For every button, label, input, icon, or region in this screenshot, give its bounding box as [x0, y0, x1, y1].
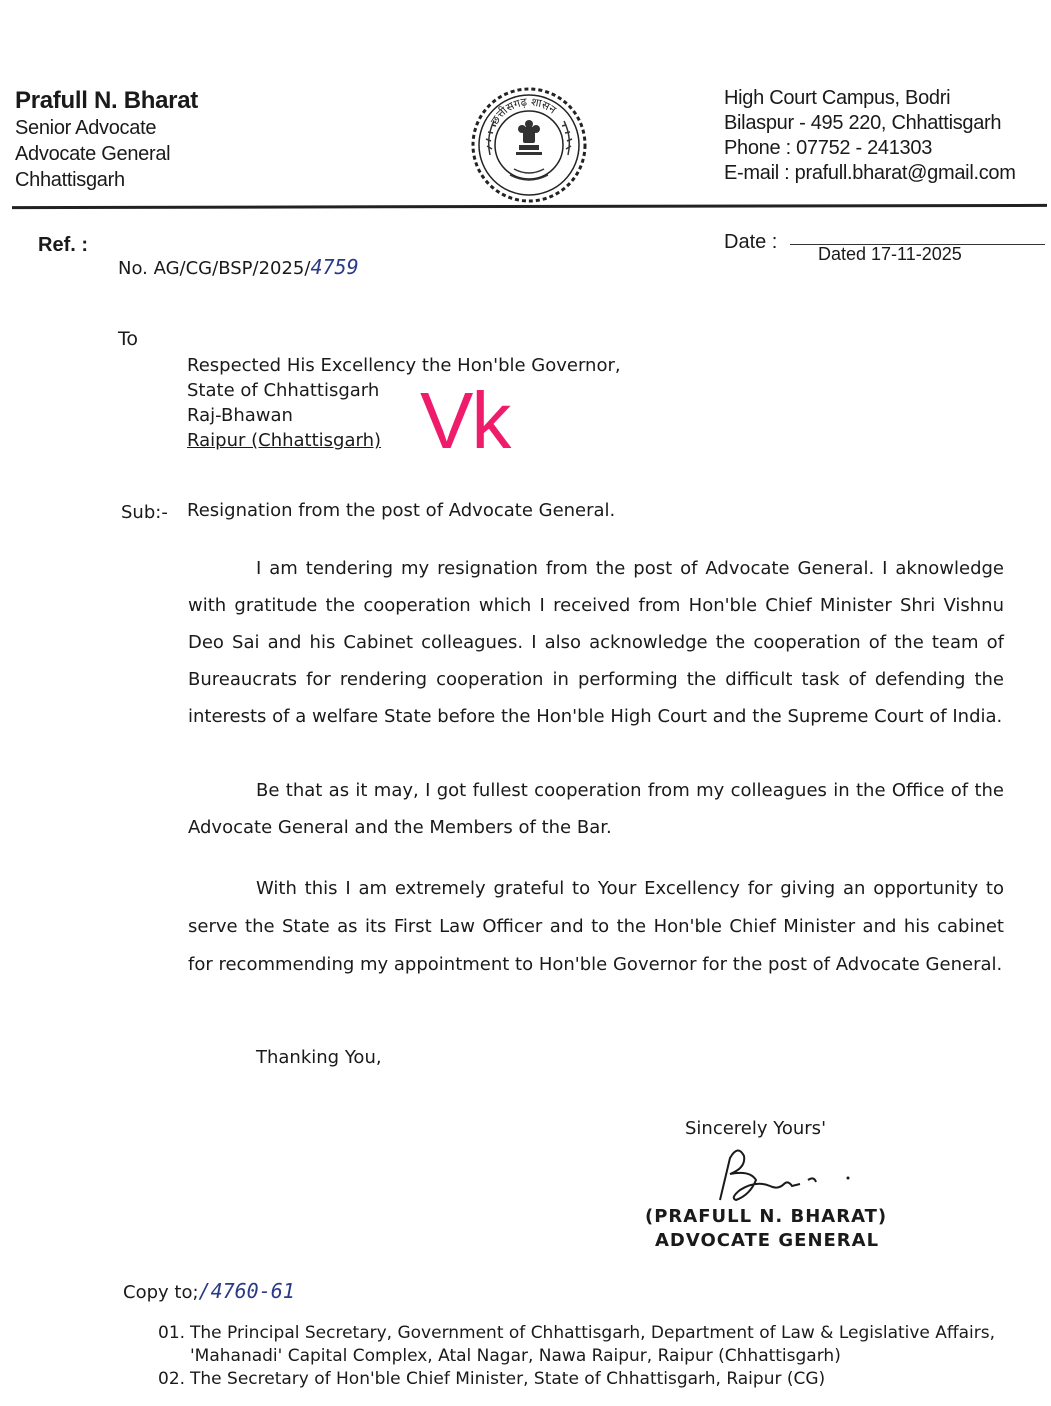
- address-line-1: High Court Campus, Bodri: [724, 87, 951, 109]
- copy-item-1: [158, 1322, 1018, 1368]
- copy-to-handwritten: /4760-61: [198, 1279, 295, 1303]
- signatory-designation: ADVOCATE GENERAL: [655, 1230, 880, 1251]
- ref-label: Ref. :: [38, 234, 88, 256]
- copy-item-2-num: 02.: [158, 1369, 186, 1389]
- letterhead-left: [15, 86, 198, 193]
- copy-to-label: Copy to;: [123, 1282, 199, 1303]
- address-line-2: Bilaspur - 495 220, Chhattisgarh: [724, 112, 1002, 134]
- ref-number-printed: No. AG/CG/BSP/2025/: [118, 258, 311, 279]
- letterhead-right: [724, 86, 1016, 186]
- sender-name: Prafull N. Bharat: [15, 87, 198, 114]
- recipient-line-2: State of Chhattisgarh: [187, 380, 380, 401]
- body-paragraph-1: I am tendering my resignation from the post of Advocate General. I aknowledge with gratitude the cooperation which I received from Hon'ble Chief Minister Shri Vishnu Deo Sai and his Cabinet colleagues. I also acknowledge the cooperation of the team of Bureaucrats for rendering cooperation in performing the difficult task of defending the interests of a welfare State before the Hon'ble High Court and the Supreme Court of India.: [188, 558, 1004, 727]
- recipient-line-4: Raipur (Chhattisgarh): [187, 430, 382, 451]
- ref-number-handwritten: 4759: [310, 255, 359, 279]
- email: E-mail : prafull.bharat@gmail.com: [724, 162, 1016, 184]
- date-value: Dated 17-11-2025: [818, 244, 962, 264]
- closing-line: Thanking You,: [256, 1047, 382, 1068]
- copy-item-2: [158, 1368, 1018, 1391]
- salutation: Sincerely Yours': [685, 1118, 827, 1139]
- body-paragraph-2: Be that as it may, I got fullest cooperation from my colleagues in the Office of the Advocate General and the Members of the Bar.: [188, 780, 1004, 838]
- signatory-name: (PRAFULL N. BHARAT): [645, 1206, 888, 1227]
- recipient-line-3: Raj-Bhawan: [187, 405, 293, 426]
- copy-item-1-line-1: The Principal Secretary, Government of Chhattisgarh, Department of Law & Legislative Affairs,: [190, 1323, 996, 1343]
- subject-text: Resignation from the post of Advocate General.: [187, 500, 616, 521]
- recipient-address: [187, 353, 621, 453]
- sender-office: Advocate General: [15, 143, 171, 165]
- sender-title: Senior Advocate: [15, 117, 157, 139]
- date-label: Date :: [724, 231, 778, 253]
- ref-number: [118, 255, 359, 279]
- signature-icon: [700, 1140, 870, 1210]
- copy-item-1-num: 01.: [158, 1323, 186, 1343]
- copy-item-1-line-2: 'Mahanadi' Capital Complex, Atal Nagar, Nawa Raipur, Raipur (Chhattisgarh): [190, 1346, 841, 1366]
- sender-state: Chhattisgarh: [15, 169, 125, 191]
- subject-label: Sub:-: [121, 502, 168, 523]
- body-paragraph-3: With this I am extremely grateful to Your Excellency for giving an opportunity to serve the State as its First Law Officer and to the Hon'ble Chief Minister and his cabinet for recommending my appointment to Hon'ble Governor for the post of Advocate General.: [188, 878, 1004, 975]
- vk-watermark: Vk: [420, 376, 510, 465]
- emblem-text: छत्तीसगढ़ शासन: [488, 95, 559, 127]
- to-label: To: [118, 328, 139, 350]
- copy-to: [123, 1279, 295, 1303]
- copy-item-2-line-1: The Secretary of Hon'ble Chief Minister, State of Chhattisgarh, Raipur (CG): [190, 1369, 826, 1389]
- phone: Phone : 07752 - 241303: [724, 137, 933, 159]
- header-divider: [12, 204, 1047, 209]
- state-emblem-icon: [470, 85, 588, 205]
- recipient-line-1: Respected His Excellency the Hon'ble Governor,: [187, 355, 621, 376]
